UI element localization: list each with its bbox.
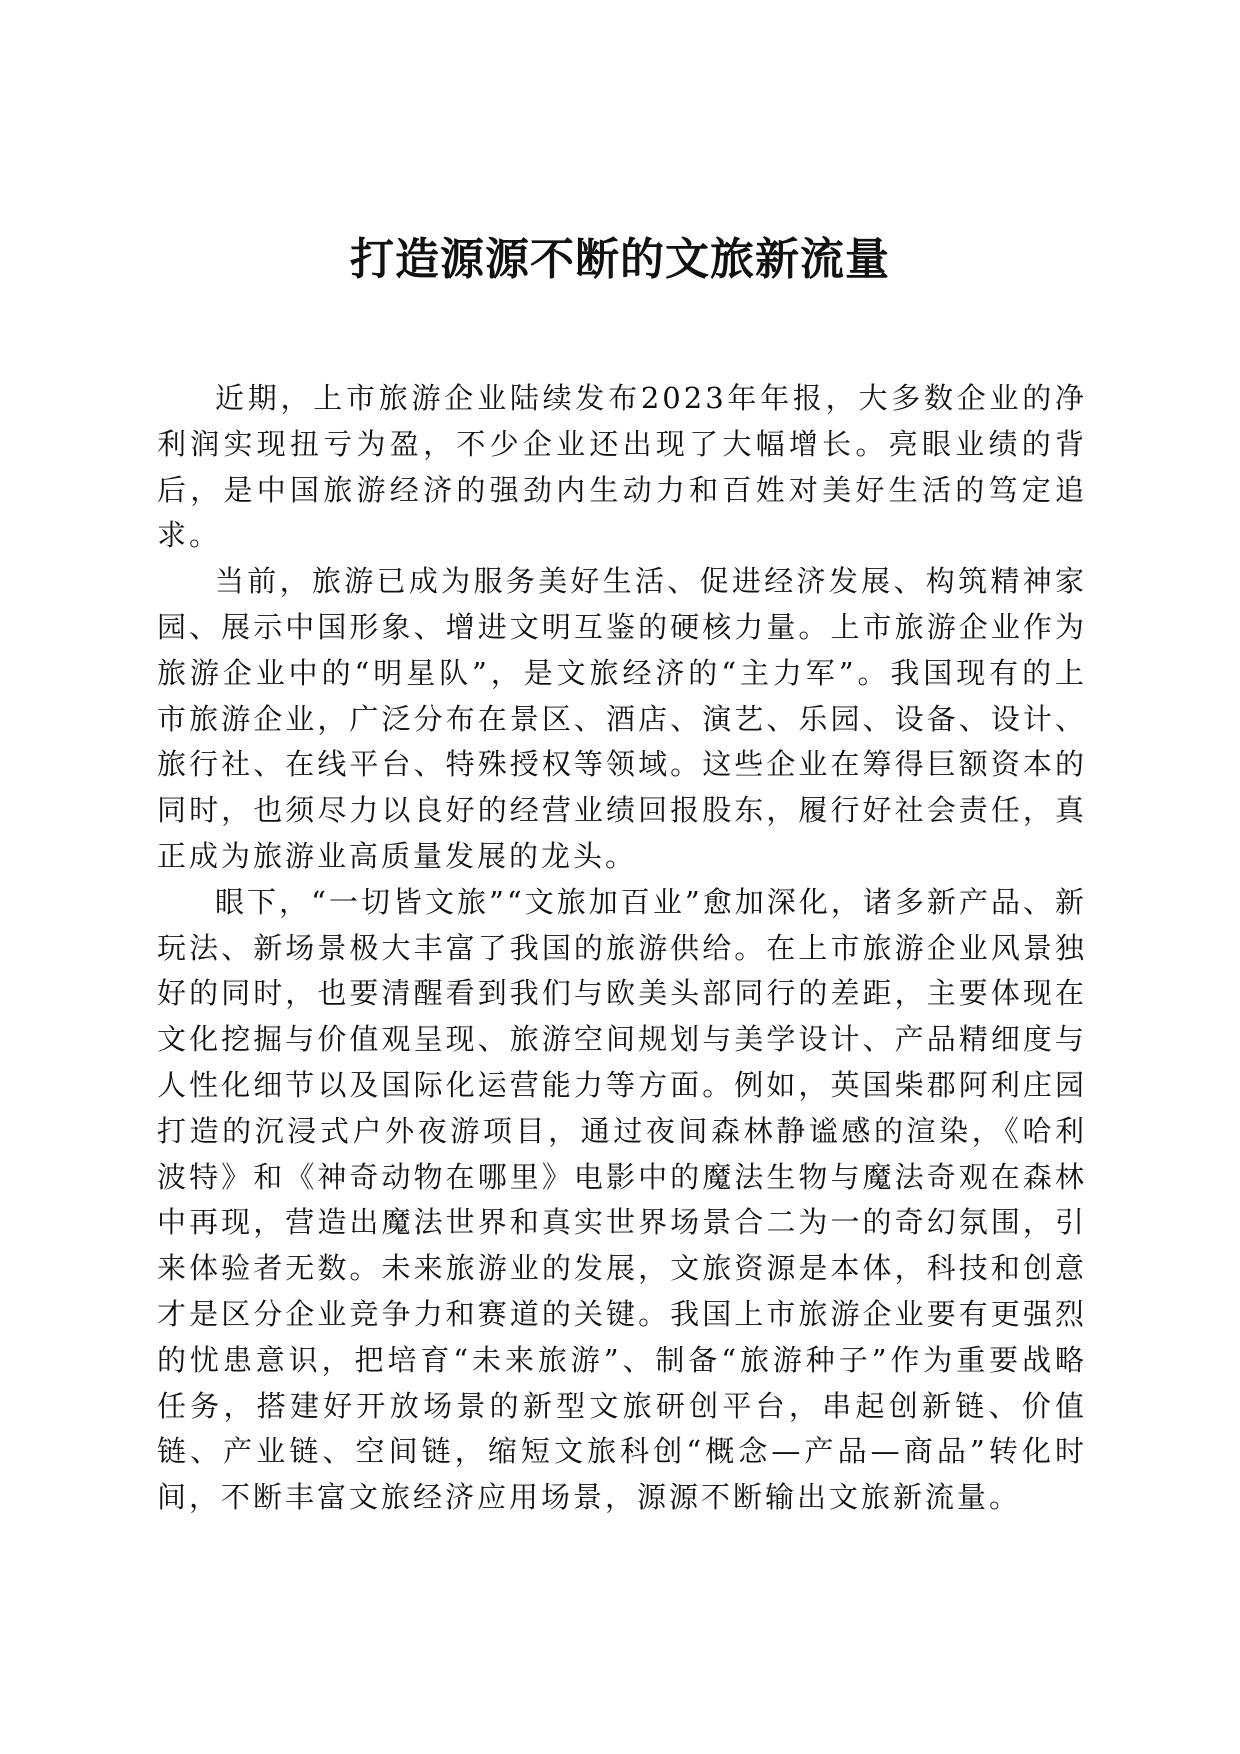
paragraph-2: 当前，旅游已成为服务美好生活、促进经济发展、构筑精神家园、展示中国形象、增进文明互鉴的硬核力量。上市旅游企业作为旅游企业中的“明星队”，是文旅经济的“主力军”。我国现有的上市旅游企业，广泛分布在景区、酒店、演艺、乐园、设备、设计、旅行社、在线平台、特殊授权等领域。这些企业在筹得巨额资本的同时，也须尽力以良好的经营业绩回报股东，履行好社会责任，真正成为旅游业高质量发展的龙头。 bbox=[157, 564, 1087, 873]
document-body bbox=[157, 376, 1087, 1521]
paragraph-1: 近期，上市旅游企业陆续发布2023年年报，大多数企业的净利润实现扭亏为盈，不少企业还出现了大幅增长。亮眼业绩的背后，是中国旅游经济的强劲内生动力和百姓对美好生活的笃定追求。 bbox=[157, 381, 1087, 553]
document-title: 打造源源不断的文旅新流量 bbox=[350, 234, 890, 285]
paragraph-3: 眼下，“一切皆文旅”“文旅加百业”愈加深化，诸多新产品、新玩法、新场景极大丰富了我国的旅游供给。在上市旅游企业风景独好的同时，也要清醒看到我们与欧美头部同行的差距，主要体现在文化挖掘与价值观呈现、旅游空间规划与美学设计、产品精细度与人性化细节以及国际化运营能力等方面。例如，英国柴郡阿利庄园打造的沉浸式户外夜游项目，通过夜间森林静谧感的渲染，《哈利波特》和《神奇动物在哪里》电影中的魔法生物与魔法奇观在森林中再现，营造出魔法世界和真实世界场景合二为一的奇幻氛围，引来体验者无数。未来旅游业的发展，文旅资源是本体，科技和创意才是区分企业竞争力和赛道的关键。我国上市旅游企业要有更强烈的忧患意识，把培育“未来旅游”、制备“旅游种子”作为重要战略任务，搭建好开放场景的新型文旅研创平台，串起创新链、价值链、产业链、空间链，缩短文旅科创“概念—产品—商品”转化时间，不断丰富文旅经济应用场景，源源不断输出文旅新流量。 bbox=[157, 884, 1087, 1515]
